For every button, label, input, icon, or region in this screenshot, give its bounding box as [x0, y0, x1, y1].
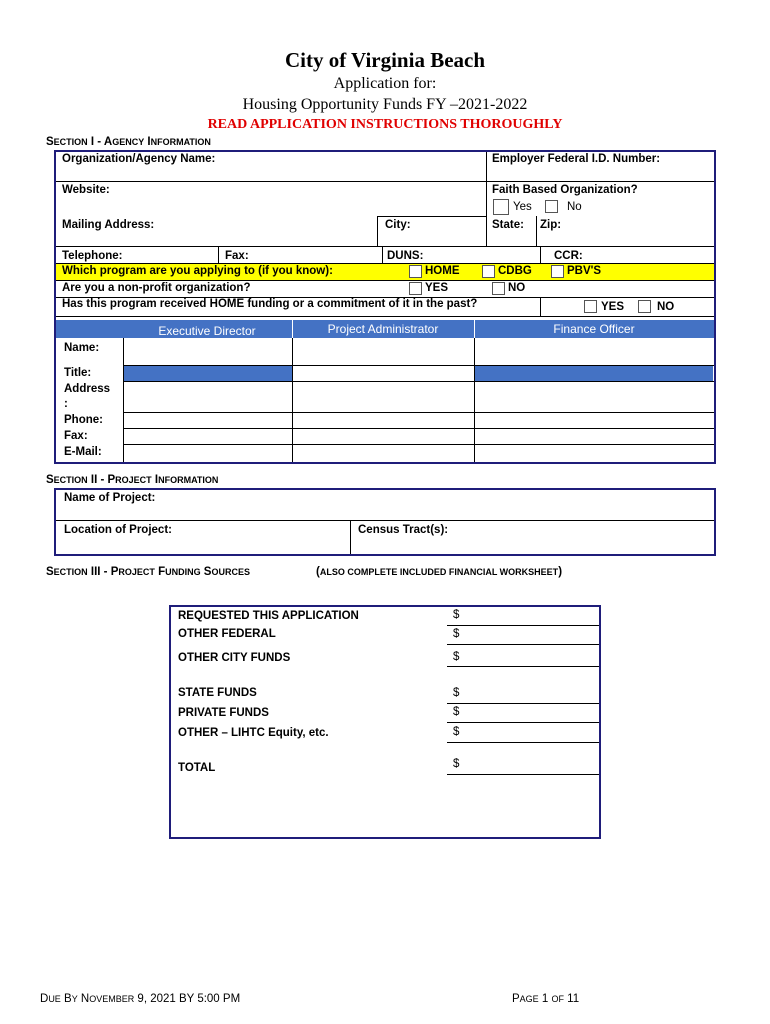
state-label: State:	[492, 219, 524, 231]
zip-label: Zip:	[540, 219, 562, 231]
funding-yes-checkbox[interactable]	[584, 300, 597, 313]
nonprofit-yes-checkbox[interactable]	[409, 282, 422, 295]
other-lihtc-amount-field[interactable]	[462, 727, 596, 741]
funding-no-checkbox[interactable]	[638, 300, 651, 313]
ccr-label: CCR:	[554, 250, 583, 262]
pbvs-checkbox[interactable]	[551, 265, 564, 278]
program-title: Housing Opportunity Funds FY –2021-2022	[242, 96, 528, 113]
mailing-address-label: Mailing Address:	[62, 219, 155, 231]
website-field[interactable]	[62, 198, 482, 214]
finance-title-cell	[475, 365, 713, 381]
faith-yes-checkbox[interactable]	[493, 199, 509, 215]
requested-label: REQUESTED THIS APPLICATION	[178, 610, 359, 622]
state-funds-label: STATE FUNDS	[178, 687, 257, 699]
city-label: City:	[385, 219, 411, 231]
pbvs-label: PBV'S	[567, 265, 602, 277]
faith-based-label: Faith Based Organization?	[492, 184, 638, 196]
instructions-notice: READ APPLICATION INSTRUCTIONS THOROUGHLY	[207, 117, 563, 132]
dollar-sign: $	[453, 651, 460, 663]
section-1-heading: SECTION I - AGENCY INFORMATION	[46, 136, 211, 148]
section-2-heading: SECTION II - PROJECT INFORMATION	[46, 474, 219, 486]
duns-label: DUNS:	[387, 250, 424, 262]
telephone-label: Telephone:	[62, 250, 123, 262]
contact-address-colon: :	[64, 398, 68, 410]
contact-name-label: Name:	[64, 342, 100, 354]
private-funds-label: PRIVATE FUNDS	[178, 707, 269, 719]
worksheet-note: (ALSO COMPLETE INCLUDED FINANCIAL WORKSHEET)	[316, 566, 563, 578]
page-title: City of Virginia Beach	[284, 48, 486, 72]
private-amount-field[interactable]	[462, 707, 596, 721]
project-location-label: Location of Project:	[64, 524, 172, 536]
home-funding-question: Has this program received HOME funding or a commitment of it in the past?	[62, 298, 478, 310]
dollar-sign: $	[453, 758, 460, 770]
nonprofit-no-label: NO	[508, 282, 526, 294]
ein-label: Employer Federal I.D. Number:	[492, 153, 661, 165]
page-number-footer: PAGE 1 OF 11	[512, 993, 580, 1005]
other-federal-amount-field[interactable]	[462, 629, 596, 643]
cdbg-label: CDBG	[498, 265, 532, 277]
due-date-footer: DUE BY NOVEMBER 9, 2021 BY 5:00 PM	[40, 993, 241, 1005]
page-subtitle: Application for:	[333, 75, 437, 92]
funding-yes-label: YES	[601, 301, 625, 313]
website-label: Website:	[62, 184, 110, 196]
dollar-sign: $	[453, 706, 460, 718]
state-amount-field[interactable]	[462, 688, 596, 702]
contact-fax-label: Fax:	[64, 430, 88, 442]
dollar-sign: $	[453, 726, 460, 738]
project-name-field[interactable]	[64, 505, 704, 519]
requested-amount-field[interactable]	[462, 610, 596, 624]
project-administrator-header: Project Administrator	[327, 322, 439, 336]
other-city-amount-field[interactable]	[462, 651, 596, 665]
dollar-sign: $	[453, 628, 460, 640]
nonprofit-question: Are you a non-profit organization?	[62, 282, 251, 294]
executive-director-header: Executive Director	[158, 324, 256, 338]
total-label: TOTAL	[178, 762, 216, 774]
project-name-label: Name of Project:	[64, 492, 156, 504]
funding-no-label: NO	[657, 301, 675, 313]
home-label: HOME	[425, 265, 460, 277]
contact-address-label: Address	[64, 383, 111, 395]
dollar-sign: $	[453, 609, 460, 621]
dollar-sign: $	[453, 687, 460, 699]
other-city-label: OTHER CITY FUNDS	[178, 652, 291, 664]
section-3-heading: SECTION III - PROJECT FUNDING SOURCES	[46, 566, 250, 578]
org-name-field[interactable]	[62, 166, 482, 180]
finance-officer-header: Finance Officer	[553, 322, 635, 336]
total-amount-field[interactable]	[462, 759, 596, 773]
fax-label: Fax:	[225, 250, 249, 262]
org-name-label: Organization/Agency Name:	[62, 153, 216, 165]
executive-title-cell	[124, 365, 292, 381]
nonprofit-no-checkbox[interactable]	[492, 282, 505, 295]
nonprofit-yes-label: YES	[425, 282, 449, 294]
census-tract-label: Census Tract(s):	[358, 524, 449, 536]
faith-yes-label: Yes	[513, 201, 532, 213]
contact-email-label: E-Mail:	[64, 446, 102, 458]
contact-title-label: Title:	[64, 367, 92, 379]
other-lihtc-label: OTHER – LIHTC Equity, etc.	[178, 727, 329, 739]
faith-no-checkbox[interactable]	[545, 200, 558, 213]
home-checkbox[interactable]	[409, 265, 422, 278]
faith-no-label: No	[567, 201, 582, 213]
cdbg-checkbox[interactable]	[482, 265, 495, 278]
other-federal-label: OTHER FEDERAL	[178, 628, 276, 640]
ein-field[interactable]	[492, 166, 710, 180]
contact-phone-label: Phone:	[64, 414, 103, 426]
program-question: Which program are you applying to (if you know):	[62, 265, 333, 277]
